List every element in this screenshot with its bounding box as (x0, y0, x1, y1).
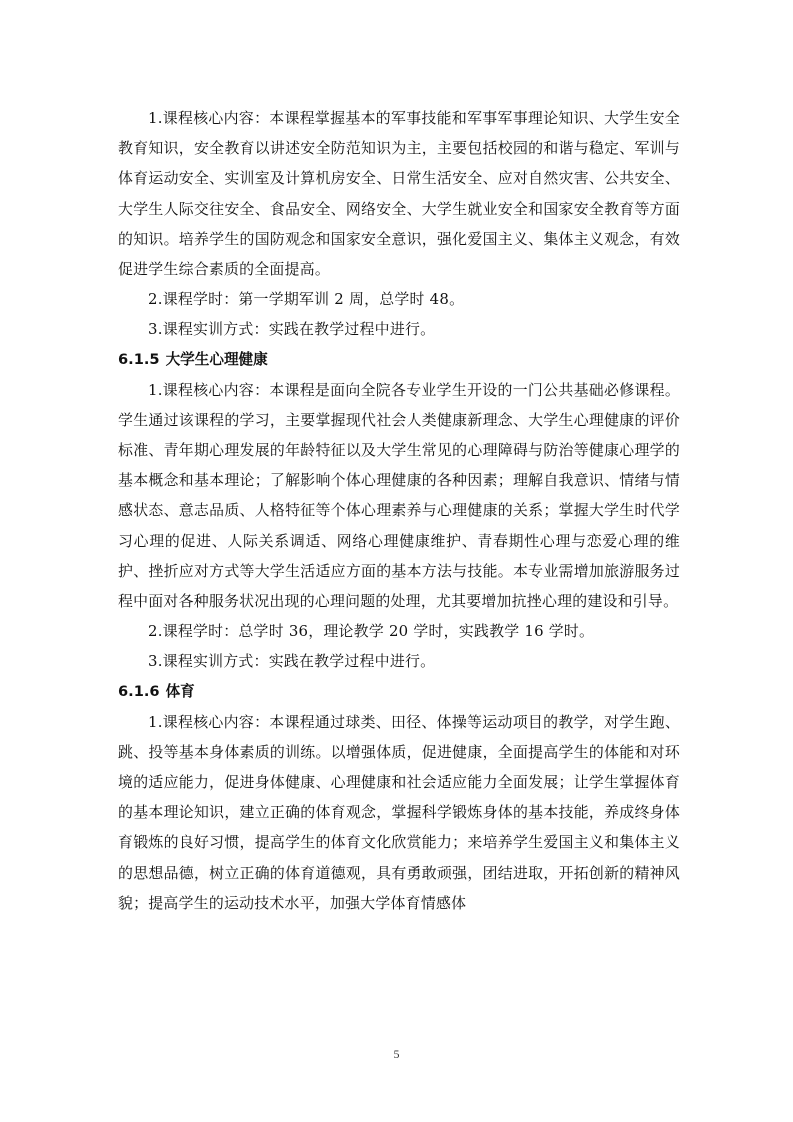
paragraph: 2.课程学时：总学时 36，理论教学 20 学时，实践教学 16 学时。 (148, 622, 595, 641)
section-number: 6.1.5 (118, 350, 160, 368)
paragraph: 1.课程核心内容：本课程是面向全院各专业学生开设的一门公共基础必修课程。学生通过该课程的学习，主要掌握现代社会人类健康新理念、大学生心理健康的评价标准、青年期心理发展的年龄特征以及大学生常见的心理障碍与防治等健康心理学的基本概念和基本理论；了解影响个体心理健康的各种因素；理解自我意识、情绪与情感状态、意志品质、人格特征等个体心理素养与心理健康的关系；掌握大学生时代学习心理的促进、人际关系调适、网络心理健康维护、青春期性心理与恋爱心理的维护、挫折应对方式等大学生活适应方面的基本方法与技能。本专业需增加旅游服务过程中面对各种服务状况出现的心理问题的处理，尤其要增加抗挫心理的建设和引导。 (118, 380, 680, 611)
page-number: 5 (393, 1047, 400, 1061)
section-heading (118, 345, 680, 375)
section-title: 大学生心理健康 (165, 350, 268, 368)
paragraph: 1.课程核心内容：本课程掌握基本的军事技能和军事军事理论知识、大学生安全教育知识，安全教育以讲述安全防范知识为主，主要包括校园的和谐与稳定、军训与体育运动安全、实训室及计算机房安全、日常生活安全、应对自然灾害、公共安全、大学生人际交往安全、食品安全、网络安全、大学生就业安全和国家安全教育等方面的知识。培养学生的国防观念和国家安全意识，强化爱国主义、集体主义观念，有效促进学生综合素质的全面提高。 (118, 109, 680, 279)
paragraph: 1.课程核心内容：本课程通过球类、田径、体操等运动项目的教学，对学生跑、跳、投等基本身体素质的训练。以增强体质，促进健康，全面提高学生的体能和对环境的适应能力，促进身体健康、心理健康和社会适应能力全面发展；让学生掌握体育的基本理论知识，建立正确的体育观念，掌握科学锻炼身体的基本技能，养成终身体育锻炼的良好习惯，提高学生的体育文化欣赏能力；来培养学生爱国主义和集体主义的思想品德，树立正确的体育道德观，具有勇敢顽强，团结进取，开拓创新的精神风貌；提高学生的运动技术水平，加强大学体育情感体 (118, 712, 680, 912)
paragraph: 3.课程实训方式：实践在教学过程中进行。 (148, 320, 436, 339)
section-number: 6.1.6 (118, 682, 160, 700)
section-heading (118, 677, 680, 707)
paragraph: 2.课程学时：第一学期军训 2 周，总学时 48。 (148, 290, 465, 309)
paragraph: 3.课程实训方式：实践在教学过程中进行。 (148, 652, 436, 671)
page-content (118, 103, 680, 918)
section-title: 体育 (165, 682, 195, 700)
